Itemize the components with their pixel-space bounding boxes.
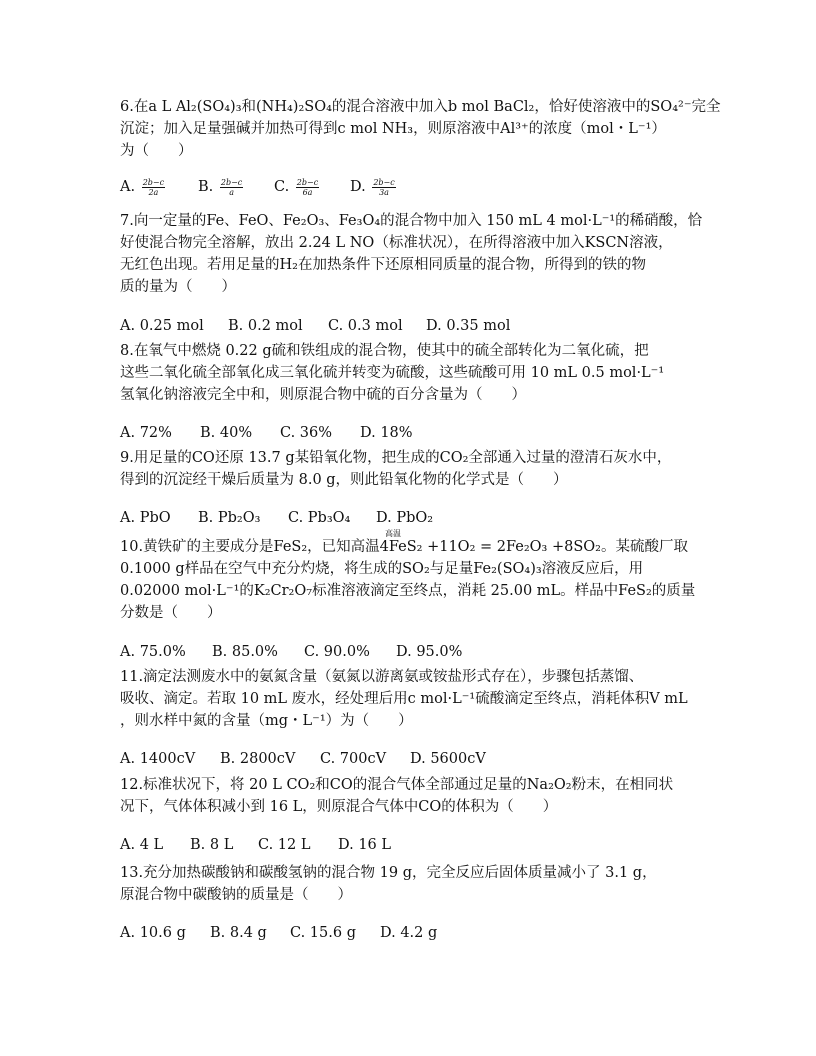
question-12-options [120,834,710,856]
question-12 [120,774,710,856]
question-7 [120,210,710,337]
question-9-line-2: 得到的沉淀经干燥后质量为 8.0 g，则此铅氧化物的化学式是（ ） [120,472,568,488]
fraction [142,178,165,197]
question-11-options [120,748,710,770]
question-11-line-1: 11.滴定法测废水中的氨氮含量（氨氮以游离氨或铵盐形式存在），步骤包括蒸馏、 [120,669,644,685]
option-a: A. 75.0% [120,644,186,660]
question-10-line-4: 分数是（ ） [120,605,222,621]
option-d: D. 16 L [338,837,392,853]
question-10-options [120,641,710,663]
option-d: D. 18% [360,425,413,441]
option-b: B. Pb₂O₃ [198,510,261,526]
question-6-line-1: 6.在a L Al₂(SO₄)₃和(NH₄)₂SO₄的混合溶液中加入b mol BaCl₂，恰好使溶液中的SO₄²⁻完全 [120,99,721,115]
option-d: D. 95.0% [396,644,463,660]
option-c: C. 90.0% [304,644,370,660]
question-10-line-3: 0.02000 mol·L⁻¹的K₂Cr₂O₇标准溶液滴定至终点，消耗 25.00 mL。样品中FeS₂的质量 [120,583,696,599]
question-10-line-1 [120,536,710,558]
option-d: D. PbO₂ [376,510,434,526]
option-a: A. 1400cV [120,751,196,767]
option-a: A. PbO [120,510,171,526]
fraction [372,178,395,197]
question-6 [120,96,721,198]
question-8-options [120,422,710,444]
option-d: D. 5600cV [410,751,486,767]
option-letter: B. [198,179,214,195]
option-b: B. 40% [200,425,253,441]
option-d: D. 0.35 mol [426,318,511,334]
numerator: 2b−c [220,177,243,187]
question-12-line-1: 12.标准状况下，将 20 L CO₂和CO的混合气体全部通过足量的Na₂O₂粉末，在相同状 [120,777,674,793]
option-b: B. 85.0% [212,644,278,660]
option-a: A. 72% [120,425,172,441]
question-10 [120,536,710,663]
denominator: 6a [302,187,313,197]
question-7-line-2: 好使混合物完全溶解，放出 2.24 L NO（标准状况），在所得溶液中加入KSCN溶液， [120,235,673,251]
option-letter: A. [120,179,136,195]
option-c: C. 700cV [320,751,387,767]
option-d [350,176,398,198]
option-a: A. 10.6 g [120,925,186,941]
option-letter: D. [350,179,366,195]
denominator: 2a [148,187,159,197]
question-11-line-3: ，则水样中氮的含量（mg・L⁻¹）为（ ） [120,713,413,729]
option-d: D. 4.2 g [380,925,438,941]
option-b: B. 2800cV [220,751,296,767]
option-c: C. 15.6 g [290,925,356,941]
fraction [220,178,243,197]
question-13-options [120,922,710,944]
option-c: C. 12 L [258,837,311,853]
option-b: B. 0.2 mol [228,318,303,334]
question-7-line-1: 7.向一定量的Fe、FeO、Fe₂O₃、Fe₃O₄的混合物中加入 150 mL 4 mol·L⁻¹的稀硝酸，恰 [120,213,703,229]
option-a: A. 4 L [120,837,164,853]
question-7-options [120,315,710,337]
option-b: B. 8.4 g [210,925,267,941]
option-a [120,176,198,198]
fraction [296,178,319,197]
reaction-condition: 高温 [385,529,401,538]
option-c: C. 0.3 mol [328,318,403,334]
question-9-line-1: 9.用足量的CO还原 13.7 g某铅氧化物，把生成的CO₂全部通入过量的澄清石灰水中， [120,450,672,466]
question-8-line-3: 氢氧化钠溶液完全中和，则原混合物中硫的百分含量为（ ） [120,387,526,403]
question-8 [120,340,710,444]
question-6-line-3: 为（ ） [120,143,193,159]
question-7-line-4: 质的量为（ ） [120,279,236,295]
question-10-line-2: 0.1000 g样品在空气中充分灼烧，将生成的SO₂与足量Fe₂(SO₄)₃溶液反应后，用 [120,561,644,577]
question-9 [120,447,710,529]
numerator: 2b−c [296,177,319,187]
question-6-options [120,176,710,198]
question-9-options [120,507,710,529]
question-8-line-1: 8.在氧气中燃烧 0.22 g硫和铁组成的混合物，使其中的硫全部转化为二氧化硫，把 [120,343,649,359]
option-c [274,176,350,198]
question-8-line-2: 这些二氧化硫全部氧化成三氧化硫并转变为硫酸，这些硫酸可用 10 mL 0.5 mol·L⁻¹ [120,365,665,381]
question-13-line-1: 13.充分加热碳酸钠和碳酸氢钠的混合物 19 g，完全反应后固体质量减小了 3.1 g， [120,865,657,881]
question-13-line-2: 原混合物中碳酸钠的质量是（ ） [120,887,352,903]
question-7-line-3: 无红色出现。若用足量的H₂在加热条件下还原相同质量的混合物，所得到的铁的物 [120,257,646,273]
option-letter: C. [274,179,290,195]
option-c: C. 36% [280,425,333,441]
question-6-line-2: 沉淀；加入足量强碱并加热可得到c mol NH₃，则原溶液中Al³⁺的浓度（mol・L⁻¹） [120,121,666,137]
option-a: A. 0.25 mol [120,318,204,334]
question-13 [120,862,710,944]
denominator: a [229,187,234,197]
question-12-line-2: 况下，气体体积减小到 16 L，则原混合气体中CO的体积为（ ） [120,799,558,815]
option-b [198,176,274,198]
question-11 [120,666,710,770]
denominator: 3a [379,187,389,197]
option-c: C. Pb₃O₄ [288,510,351,526]
option-b: B. 8 L [190,837,234,853]
numerator: 2b−c [373,177,395,187]
numerator: 2b−c [142,177,165,187]
question-10-line-1-text: 10.黄铁矿的主要成分是FeS₂，已知高温4FeS₂ +11O₂ = 2Fe₂O₃ +8SO₂。某硫酸厂取 [120,539,688,555]
question-11-line-2: 吸收、滴定。若取 10 mL 废水，经处理后用c mol·L⁻¹硫酸滴定至终点，消耗体积V mL [120,691,688,707]
